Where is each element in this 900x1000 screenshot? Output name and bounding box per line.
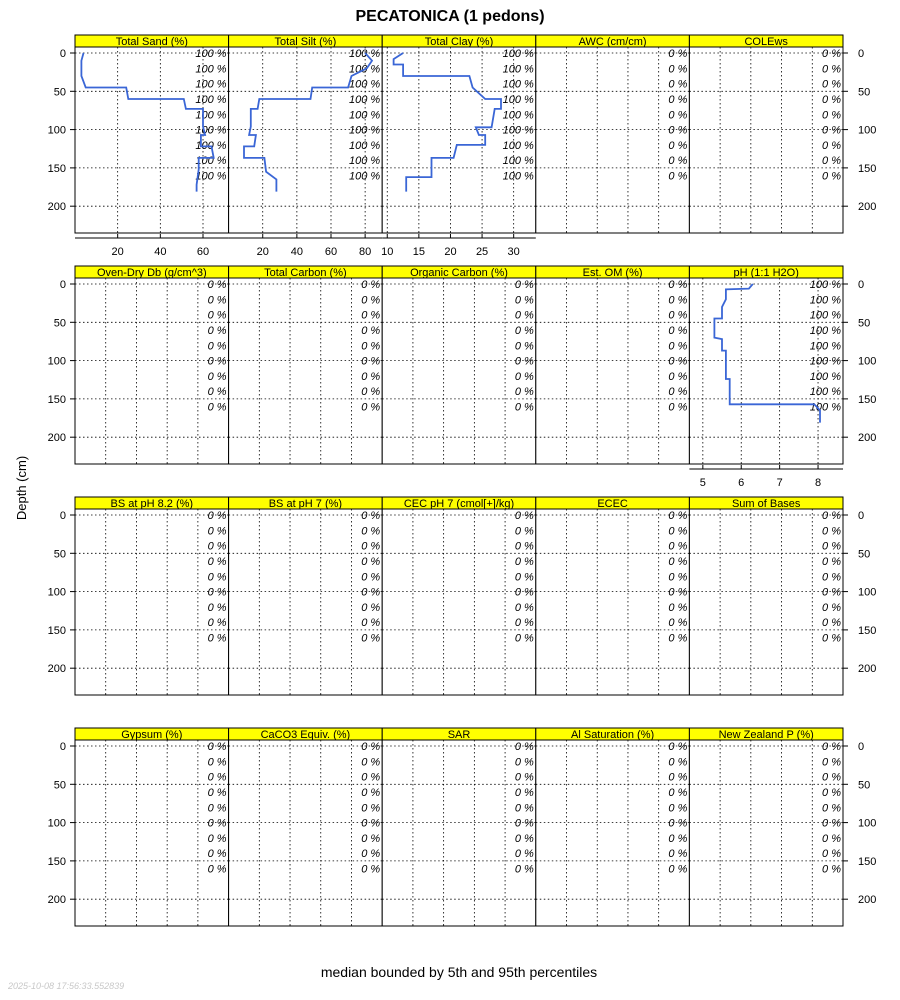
pct-label: 100 %: [502, 93, 534, 106]
pct-label: 0 %: [361, 401, 381, 414]
pct-label: 100 %: [195, 124, 227, 137]
pct-label: 100 %: [195, 139, 227, 152]
panel-title: Al Saturation (%): [571, 729, 655, 741]
pct-label: 0 %: [361, 756, 381, 769]
pct-label: 0 %: [822, 817, 841, 830]
pct-label: 0 %: [514, 525, 534, 538]
depth-tick-label: 100: [858, 817, 877, 830]
panel-19: [536, 728, 690, 926]
x-tick-label: 25: [475, 246, 489, 258]
pct-label: 0 %: [207, 294, 227, 307]
pct-label: 0 %: [822, 786, 841, 799]
panel-title: Total Silt (%): [274, 36, 337, 48]
pct-label: 100 %: [502, 63, 534, 76]
pct-label: 0 %: [514, 370, 534, 383]
pct-label: 0 %: [514, 848, 534, 861]
x-tick-label: 30: [507, 246, 520, 258]
depth-tick-label: 200: [47, 201, 66, 214]
pct-label: 0 %: [207, 802, 227, 815]
pct-label: 0 %: [668, 63, 688, 76]
pct-label: 0 %: [668, 540, 688, 553]
pct-label: 100 %: [809, 309, 841, 322]
pct-label: 0 %: [514, 279, 534, 291]
panel-background: [689, 509, 843, 695]
pct-label: 100 %: [195, 63, 227, 76]
pct-label: 0 %: [822, 832, 841, 845]
pct-label: 0 %: [514, 741, 534, 753]
pct-label: 0 %: [822, 601, 841, 614]
pct-label: 0 %: [668, 109, 688, 122]
x-tick-label: 20: [444, 246, 457, 258]
panel-background: [536, 47, 690, 233]
panel-title: Sum of Bases: [731, 498, 801, 510]
depth-tick-label: 50: [858, 317, 871, 330]
panel-title: BS at pH 8.2 (%): [110, 498, 194, 510]
pct-label: 0 %: [668, 355, 688, 368]
pct-label: 0 %: [207, 386, 227, 399]
depth-tick-label: 200: [47, 663, 66, 676]
x-tick-label: 15: [412, 246, 425, 258]
depth-tick-label: 200: [858, 663, 877, 676]
pct-label: 0 %: [207, 848, 227, 861]
x-tick-label: 40: [290, 246, 303, 258]
pct-label: 0 %: [822, 571, 841, 584]
panel-title: AWC (cm/cm): [578, 36, 647, 48]
pct-label: 0 %: [822, 93, 841, 106]
pct-label: 0 %: [361, 555, 381, 568]
panel-11: [48, 497, 229, 695]
pct-label: 0 %: [514, 771, 534, 784]
pct-label: 0 %: [514, 756, 534, 769]
pct-label: 0 %: [822, 771, 841, 784]
depth-tick-label: 100: [47, 355, 66, 368]
panel-background: [382, 509, 536, 695]
pct-label: 100 %: [195, 93, 227, 106]
pct-label: 100 %: [502, 109, 534, 122]
panel-title: Total Clay (%): [424, 36, 494, 48]
depth-tick-label: 150: [858, 162, 877, 175]
pct-label: 0 %: [514, 510, 534, 522]
x-tick-label: 20: [256, 246, 269, 258]
panel-18: [382, 728, 536, 926]
pct-label: 100 %: [809, 279, 841, 291]
panel-title: SAR: [447, 729, 471, 741]
pct-label: 100 %: [502, 170, 534, 183]
pct-label: 0 %: [822, 124, 841, 137]
pct-label: 0 %: [822, 109, 841, 122]
pct-label: 0 %: [361, 771, 381, 784]
pct-label: 0 %: [514, 586, 534, 599]
depth-tick-label: 150: [47, 624, 66, 637]
panel-3: [381, 35, 536, 258]
pct-label: 0 %: [822, 632, 841, 645]
pct-label: 0 %: [361, 832, 381, 845]
pct-label: 100 %: [809, 401, 841, 414]
panel-1: [48, 35, 229, 258]
depth-tick-label: 0: [858, 279, 865, 291]
timestamp-text: 2025-10-08 17:56:33.552839: [8, 981, 125, 991]
pct-label: 0 %: [207, 555, 227, 568]
pct-label: 0 %: [668, 571, 688, 584]
pct-label: 0 %: [207, 540, 227, 553]
panel-title: Total Carbon (%): [264, 267, 347, 279]
panel-title: ECEC: [597, 498, 628, 510]
pct-label: 0 %: [668, 401, 688, 414]
pct-label: 0 %: [514, 324, 534, 337]
x-tick-label: 7: [776, 477, 783, 489]
pct-label: 100 %: [195, 170, 227, 183]
pct-label: 0 %: [668, 294, 688, 307]
pct-label: 0 %: [668, 78, 688, 91]
pct-label: 0 %: [361, 370, 381, 383]
pct-label: 0 %: [514, 601, 534, 614]
pct-label: 0 %: [668, 586, 688, 599]
panel-background: [75, 740, 229, 926]
pct-label: 100 %: [502, 48, 534, 60]
pct-label: 100 %: [195, 109, 227, 122]
depth-tick-label: 200: [858, 201, 877, 214]
pct-label: 0 %: [668, 617, 688, 630]
panel-title: CEC pH 7 (cmol[+]/kg): [403, 498, 515, 510]
pct-label: 0 %: [361, 848, 381, 861]
panel-20: [689, 728, 876, 926]
panel-10: [689, 266, 876, 489]
panel-8: [382, 266, 536, 464]
panel-background: [382, 740, 536, 926]
pct-label: 0 %: [207, 832, 227, 845]
pct-label: 0 %: [822, 78, 841, 91]
pct-label: 100 %: [195, 155, 227, 168]
pct-label: 0 %: [822, 586, 841, 599]
panel-title: Total Sand (%): [115, 36, 188, 48]
panel-title: Est. OM (%): [582, 267, 643, 279]
panel-title: Gypsum (%): [121, 729, 183, 741]
pct-label: 0 %: [668, 756, 688, 769]
depth-tick-label: 100: [47, 124, 66, 137]
panel-6: [48, 266, 229, 464]
pct-label: 100 %: [348, 155, 381, 168]
depth-tick-label: 200: [858, 432, 877, 445]
pct-label: 0 %: [361, 386, 381, 399]
panel-title: CaCO3 Equiv. (%): [260, 729, 351, 741]
pct-label: 0 %: [514, 355, 534, 368]
pct-label: 100 %: [809, 370, 841, 383]
pct-label: 0 %: [207, 586, 227, 599]
pct-label: 0 %: [361, 324, 381, 337]
pct-label: 100 %: [348, 48, 381, 60]
pct-label: 0 %: [514, 309, 534, 322]
depth-tick-label: 150: [47, 855, 66, 868]
pct-label: 0 %: [668, 632, 688, 645]
pct-label: 0 %: [668, 309, 688, 322]
pct-label: 0 %: [668, 48, 688, 60]
pct-label: 100 %: [348, 124, 381, 137]
panel-title: Oven-Dry Db (g/cm^3): [96, 267, 207, 279]
pct-label: 0 %: [207, 632, 227, 645]
pct-label: 0 %: [668, 832, 688, 845]
pct-label: 0 %: [207, 571, 227, 584]
pct-label: 0 %: [822, 510, 841, 522]
depth-tick-label: 150: [858, 855, 877, 868]
pct-label: 0 %: [668, 510, 688, 522]
y-axis-label: Depth (cm): [14, 455, 29, 521]
depth-tick-label: 100: [47, 817, 66, 830]
pct-label: 0 %: [207, 309, 227, 322]
x-tick-label: 8: [814, 477, 822, 489]
pct-label: 0 %: [668, 155, 688, 168]
pct-label: 0 %: [361, 340, 381, 353]
panel-background: [229, 740, 383, 926]
pct-label: 0 %: [361, 525, 381, 538]
depth-tick-label: 150: [47, 162, 66, 175]
pct-label: 0 %: [822, 617, 841, 630]
pct-label: 0 %: [822, 63, 841, 76]
pct-label: 0 %: [514, 571, 534, 584]
pct-label: 0 %: [822, 170, 841, 183]
depth-tick-label: 100: [858, 124, 877, 137]
depth-tick-label: 50: [858, 86, 871, 99]
panel-background: [75, 509, 229, 695]
x-tick-label: 20: [111, 246, 124, 258]
chart-title: PECATONICA (1 pedons): [355, 8, 545, 25]
panel-17: [229, 728, 383, 926]
pct-label: 0 %: [668, 817, 688, 830]
pct-label: 0 %: [822, 48, 841, 60]
pct-label: 0 %: [361, 741, 381, 753]
pct-label: 0 %: [514, 386, 534, 399]
pct-label: 0 %: [668, 848, 688, 861]
pct-label: 0 %: [361, 571, 381, 584]
pct-label: 0 %: [514, 540, 534, 553]
depth-tick-label: 200: [858, 894, 877, 907]
depth-tick-label: 200: [47, 432, 66, 445]
pct-label: 0 %: [207, 340, 227, 353]
depth-tick-label: 150: [858, 624, 877, 637]
depth-tick-label: 50: [53, 86, 66, 99]
depth-tick-label: 150: [858, 393, 877, 406]
depth-tick-label: 50: [858, 779, 871, 792]
pct-label: 0 %: [514, 401, 534, 414]
pct-label: 100 %: [348, 78, 381, 91]
pct-label: 0 %: [668, 124, 688, 137]
pct-label: 0 %: [514, 340, 534, 353]
pct-label: 0 %: [207, 510, 227, 522]
panel-title: COLEws: [744, 36, 788, 48]
depth-tick-label: 100: [858, 355, 877, 368]
pct-label: 0 %: [822, 848, 841, 861]
pct-label: 0 %: [361, 586, 381, 599]
depth-tick-label: 0: [858, 741, 865, 753]
pct-label: 0 %: [822, 802, 841, 815]
pct-label: 0 %: [207, 355, 227, 368]
panel-4: [536, 35, 690, 233]
pct-label: 100 %: [502, 124, 534, 137]
pct-label: 0 %: [361, 802, 381, 815]
pct-label: 0 %: [668, 802, 688, 815]
pct-label: 0 %: [207, 817, 227, 830]
pct-label: 0 %: [668, 386, 688, 399]
pct-label: 100 %: [809, 340, 841, 353]
pct-label: 0 %: [514, 786, 534, 799]
pct-label: 0 %: [361, 863, 381, 876]
pct-label: 100 %: [348, 93, 381, 106]
panel-7: [229, 266, 383, 464]
depth-tick-label: 0: [59, 741, 66, 753]
pct-label: 100 %: [195, 48, 227, 60]
x-tick-label: 6: [738, 477, 745, 489]
depth-tick-label: 50: [53, 779, 66, 792]
pct-label: 0 %: [361, 510, 381, 522]
pct-label: 0 %: [668, 324, 688, 337]
depth-tick-label: 0: [59, 48, 66, 60]
panel-16: [48, 728, 229, 926]
panel-background: [382, 278, 536, 464]
pct-label: 0 %: [822, 525, 841, 538]
panel-15: [689, 497, 876, 695]
pct-label: 0 %: [361, 355, 381, 368]
panel-2: [229, 35, 383, 258]
pct-label: 0 %: [668, 771, 688, 784]
pct-label: 0 %: [514, 832, 534, 845]
pct-label: 0 %: [361, 309, 381, 322]
pct-label: 0 %: [514, 632, 534, 645]
panel-background: [229, 509, 383, 695]
panel-background: [689, 740, 843, 926]
pct-label: 0 %: [361, 294, 381, 307]
pct-label: 0 %: [207, 756, 227, 769]
pct-label: 0 %: [207, 601, 227, 614]
panel-12: [229, 497, 383, 695]
pct-label: 0 %: [822, 155, 841, 168]
pct-label: 0 %: [361, 279, 381, 291]
pct-label: 0 %: [514, 294, 534, 307]
panel-title: pH (1:1 H2O): [733, 267, 799, 279]
depth-tick-label: 50: [53, 317, 66, 330]
pct-label: 0 %: [514, 817, 534, 830]
pct-label: 0 %: [207, 370, 227, 383]
depth-tick-label: 50: [53, 548, 66, 561]
x-tick-label: 10: [381, 246, 394, 258]
panel-9: [536, 266, 690, 464]
pct-label: 100 %: [502, 155, 534, 168]
panel-grid: [48, 35, 877, 926]
pct-label: 0 %: [514, 802, 534, 815]
pct-label: 0 %: [207, 279, 227, 291]
x-tick-label: 40: [154, 246, 167, 258]
pct-label: 0 %: [514, 617, 534, 630]
pct-label: 0 %: [514, 555, 534, 568]
pct-label: 0 %: [668, 741, 688, 753]
pct-label: 0 %: [668, 786, 688, 799]
x-tick-label: 60: [324, 246, 338, 258]
panel-title: BS at pH 7 (%): [268, 498, 343, 510]
pct-label: 0 %: [361, 786, 381, 799]
panel-background: [536, 278, 690, 464]
pct-label: 100 %: [348, 63, 381, 76]
pct-label: 0 %: [822, 756, 841, 769]
panel-13: [382, 497, 536, 695]
x-tick-label: 80: [359, 246, 372, 258]
pct-label: 100 %: [809, 294, 841, 307]
depth-tick-label: 0: [59, 510, 66, 522]
pct-label: 0 %: [822, 741, 841, 753]
depth-tick-label: 150: [47, 393, 66, 406]
pct-label: 0 %: [207, 525, 227, 538]
pct-label: 100 %: [348, 139, 381, 152]
panel-title: New Zealand P (%): [718, 729, 814, 741]
depth-tick-label: 0: [59, 279, 66, 291]
pct-label: 100 %: [195, 78, 227, 91]
panel-background: [689, 47, 843, 233]
pct-label: 100 %: [809, 324, 841, 337]
pct-label: 0 %: [668, 279, 688, 291]
pct-label: 0 %: [361, 617, 381, 630]
pct-label: 0 %: [668, 139, 688, 152]
pct-label: 0 %: [668, 525, 688, 538]
pct-label: 0 %: [822, 863, 841, 876]
panel-14: [536, 497, 690, 695]
panel-title: Organic Carbon (%): [410, 267, 508, 279]
pct-label: 100 %: [502, 139, 534, 152]
pct-label: 0 %: [361, 601, 381, 614]
panel-background: [536, 509, 690, 695]
pct-label: 0 %: [361, 540, 381, 553]
pct-label: 0 %: [207, 401, 227, 414]
pct-label: 100 %: [348, 170, 381, 183]
pct-label: 0 %: [361, 817, 381, 830]
pct-label: 100 %: [502, 78, 534, 91]
pct-label: 0 %: [207, 771, 227, 784]
depth-tick-label: 100: [858, 586, 877, 599]
depth-tick-label: 50: [858, 548, 871, 561]
depth-tick-label: 0: [858, 510, 865, 522]
pct-label: 0 %: [668, 370, 688, 383]
pct-label: 0 %: [822, 139, 841, 152]
pct-label: 0 %: [207, 786, 227, 799]
pct-label: 0 %: [668, 863, 688, 876]
pct-label: 0 %: [361, 632, 381, 645]
x-tick-label: 5: [699, 477, 706, 489]
pct-label: 0 %: [207, 617, 227, 630]
pct-label: 100 %: [809, 355, 841, 368]
x-axis-caption: median bounded by 5th and 95th percentiles: [320, 964, 598, 980]
pct-label: 0 %: [822, 540, 841, 553]
panel-5: [689, 35, 876, 233]
pct-label: 0 %: [207, 324, 227, 337]
depth-tick-label: 200: [47, 894, 66, 907]
pct-label: 0 %: [668, 340, 688, 353]
x-tick-label: 60: [196, 246, 210, 258]
pct-label: 0 %: [514, 863, 534, 876]
pct-label: 0 %: [207, 863, 227, 876]
pct-label: 0 %: [668, 170, 688, 183]
pct-label: 100 %: [348, 109, 381, 122]
panel-background: [75, 278, 229, 464]
pct-label: 0 %: [668, 555, 688, 568]
panel-background: [536, 740, 690, 926]
pct-label: 100 %: [809, 386, 841, 399]
pct-label: 0 %: [207, 741, 227, 753]
pct-label: 0 %: [668, 93, 688, 106]
depth-tick-label: 0: [858, 48, 865, 60]
panel-background: [229, 278, 383, 464]
pct-label: 0 %: [668, 601, 688, 614]
pct-label: 0 %: [822, 555, 841, 568]
depth-tick-label: 100: [47, 586, 66, 599]
